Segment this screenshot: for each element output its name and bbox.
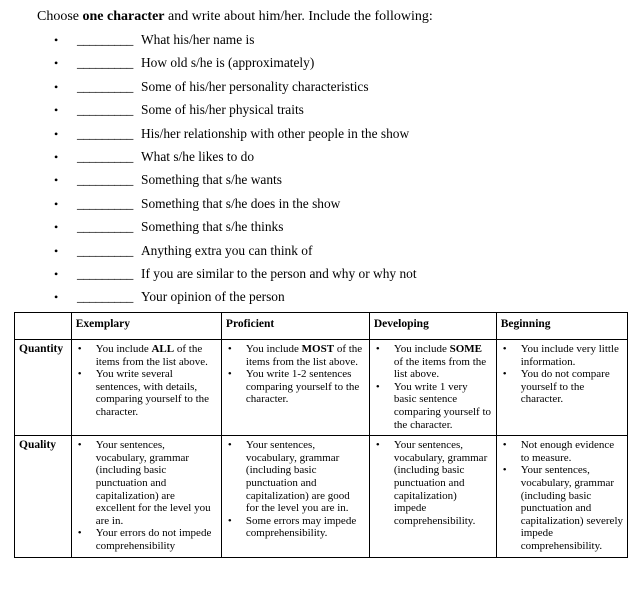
instructions-text-after: and write about him/her. Include the following: [164, 9, 433, 24]
criteria-text: Some errors may impede comprehensibility. [245, 514, 357, 540]
rubric-header-exemplary: Exemplary [71, 313, 221, 340]
bullet-icon: • [54, 33, 59, 47]
rubric-row-quantity [15, 340, 628, 436]
rubric-row-label: Quality [15, 436, 72, 557]
criteria-item [76, 368, 217, 418]
criteria-item [374, 439, 492, 527]
criteria-emphasis: SOME [449, 343, 483, 355]
fill-in-blank: _________ [77, 172, 133, 188]
criteria-item [501, 343, 623, 368]
criteria-list [76, 343, 217, 419]
rubric-cell-beginning [496, 436, 627, 557]
criteria-emphasis: ALL [151, 343, 175, 355]
rubric-cell-exemplary [71, 340, 221, 436]
rubric-table [14, 312, 628, 558]
criteria-text: You include very little information. [520, 343, 619, 368]
criteria-text-after: of the items from the list above. [245, 343, 363, 368]
bullet-icon: • [54, 173, 59, 188]
criteria-text: Your sentences, vocabulary, grammar (including basic punctuation and capitalization) severely impede comprehensibility. [520, 464, 623, 552]
criteria-item [226, 439, 365, 515]
fill-in-blank: _________ [77, 148, 133, 164]
criteria-text: You include [393, 343, 450, 355]
bullet-icon: • [54, 266, 59, 281]
instructions-emphasis: one character [82, 9, 165, 24]
fill-in-blank: _________ [77, 195, 133, 211]
criteria-text-after: of the items from the list above. [393, 355, 487, 381]
rubric-row-label: Quantity [15, 340, 72, 436]
criteria-item [76, 343, 217, 368]
checklist-item-text: What his/her name is [141, 32, 255, 47]
criteria-list [76, 439, 217, 552]
fill-in-blank: _________ [77, 265, 133, 281]
criteria-item [501, 464, 623, 552]
rubric-cell-proficient [221, 436, 369, 557]
criteria-text: Your sentences, vocabulary, grammar (including basic punctuation and capitalization) impede comprehensibility. [393, 439, 488, 527]
bullet-icon: • [54, 126, 59, 141]
rubric-header-beginning: Beginning [496, 313, 627, 340]
instructions-text-before: Choose [37, 9, 83, 24]
criteria-list [226, 439, 365, 540]
checklist-item-text: Your opinion of the person [141, 289, 285, 305]
checklist-item-text: If you are similar to the person and why or why not [141, 265, 417, 281]
criteria-text: Your errors do not impede comprehensibility [95, 527, 212, 552]
instructions [37, 8, 433, 26]
fill-in-blank: _________ [77, 78, 133, 94]
criteria-item [76, 527, 217, 552]
fill-in-blank: _________ [77, 219, 133, 235]
fill-in-blank: _________ [77, 125, 133, 141]
checklist-item-text: What s/he likes to do [141, 148, 255, 164]
criteria-list [374, 439, 492, 527]
criteria-text: Your sentences, vocabulary, grammar (including basic punctuation and capitalization) are good for the level you are in. [245, 439, 350, 515]
criteria-list [374, 343, 492, 431]
criteria-item [226, 515, 365, 540]
rubric-cell-beginning [496, 340, 627, 436]
criteria-item [226, 368, 365, 406]
checklist-item-text: Something that s/he thinks [141, 219, 284, 235]
checklist-item-text: Some of his/her personality characteristics [141, 78, 369, 94]
criteria-item [501, 368, 623, 406]
fill-in-blank: _________ [77, 102, 133, 118]
criteria-item [501, 439, 623, 464]
checklist-item-text: Anything extra you can think of [141, 242, 313, 258]
criteria-text-after: of the items from the list above. [95, 343, 208, 368]
criteria-text: Your sentences, vocabulary, grammar (including basic punctuation and capitalization) are excellent for the level you are in. [95, 439, 211, 527]
criteria-item [76, 439, 217, 527]
criteria-text: Not enough evidence to measure. [520, 439, 615, 464]
rubric-cell-exemplary [71, 436, 221, 557]
fill-in-blank: _________ [77, 242, 133, 258]
rubric-header-corner [15, 313, 72, 340]
rubric-header-row [15, 313, 628, 340]
checklist-item-text: Something that s/he wants [141, 172, 282, 188]
criteria-list [226, 343, 365, 406]
checklist-item-text: His/her relationship with other people in the show [141, 125, 410, 141]
criteria-emphasis: MOST [301, 343, 335, 355]
criteria-text: You write 1-2 sentences comparing yourself to the character. [245, 368, 360, 406]
bullet-icon: • [54, 243, 59, 258]
bullet-icon: • [54, 149, 59, 164]
criteria-list [501, 439, 623, 552]
criteria-item [374, 381, 492, 431]
criteria-text: You write several sentences, with details, comparing yourself to the character. [95, 368, 210, 418]
fill-in-blank: _________ [77, 289, 133, 305]
criteria-item [226, 343, 365, 368]
bullet-icon: • [54, 79, 59, 94]
criteria-text: You do not compare yourself to the character. [520, 368, 610, 406]
criteria-text: You include [95, 343, 152, 355]
bullet-icon: • [54, 103, 59, 118]
rubric-cell-proficient [221, 340, 369, 436]
bullet-icon: • [54, 196, 59, 211]
fill-in-blank: _________ [77, 55, 133, 71]
checklist-item-text: How old s/he is (approximately) [141, 55, 315, 71]
rubric-header-developing: Developing [369, 313, 496, 340]
rubric-header-proficient: Proficient [221, 313, 369, 340]
rubric-cell-developing [369, 436, 496, 557]
criteria-list [501, 343, 623, 406]
rubric-row-quality [15, 436, 628, 557]
checklist-item-text: Some of his/her physical traits [141, 102, 304, 118]
criteria-text: You write 1 very basic sentence comparing yourself to the character. [393, 380, 492, 431]
bullet-icon: • [54, 290, 59, 305]
bullet-icon: • [54, 220, 59, 235]
bullet-icon: • [54, 56, 59, 71]
fill-in-blank: _________ [77, 32, 133, 47]
rubric-cell-developing [369, 340, 496, 436]
criteria-item [374, 343, 492, 381]
checklist-item-text: Something that s/he does in the show [141, 195, 341, 211]
criteria-text: You include [245, 343, 302, 355]
